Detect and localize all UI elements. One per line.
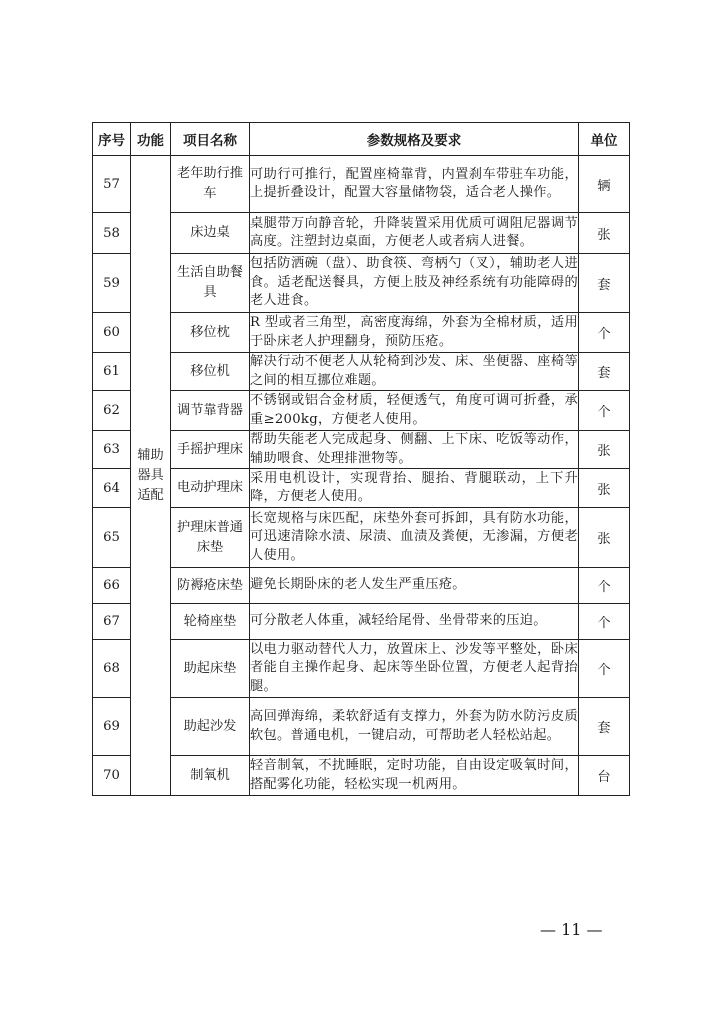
row-requirements: 桌腿带万向静音轮，升降装置采用优质可调阻尼器调节高度。注塑封边桌面，方便老人或者病人进餐。 xyxy=(250,213,579,254)
row-item-name: 电动护理床 xyxy=(171,469,250,508)
table-row xyxy=(93,254,630,313)
row-unit: 个 xyxy=(579,640,630,698)
row-item-name: 床边桌 xyxy=(171,213,250,254)
row-no: 57 xyxy=(93,156,131,213)
row-no: 69 xyxy=(93,698,131,756)
row-item-name: 制氧机 xyxy=(171,756,250,796)
table-row xyxy=(93,313,630,353)
row-unit: 张 xyxy=(579,508,630,568)
table-row xyxy=(93,213,630,254)
row-unit: 辆 xyxy=(579,156,630,213)
row-unit: 张 xyxy=(579,469,630,508)
row-requirements: 解决行动不便老人从轮椅到沙发、床、坐便器、座椅等之间的相互挪位难题。 xyxy=(250,353,579,391)
row-requirements: 采用电机设计，实现背抬、腿抬、背腿联动，上下升降，方便老人使用。 xyxy=(250,469,579,508)
row-no: 61 xyxy=(93,353,131,391)
row-item-name: 移位机 xyxy=(171,353,250,391)
header-no: 序号 xyxy=(93,123,131,156)
row-unit: 个 xyxy=(579,313,630,353)
header-item-name: 项目名称 xyxy=(171,123,250,156)
row-no: 59 xyxy=(93,254,131,313)
row-unit: 套 xyxy=(579,254,630,313)
table-header-row xyxy=(93,123,630,156)
row-no: 70 xyxy=(93,756,131,796)
spec-table xyxy=(92,122,630,796)
header-unit: 单位 xyxy=(579,123,630,156)
row-item-name: 护理床普通床垫 xyxy=(171,508,250,568)
row-no: 58 xyxy=(93,213,131,254)
row-requirements: 可分散老人体重，减轻给尾骨、坐骨带来的压迫。 xyxy=(250,604,579,640)
row-unit: 张 xyxy=(579,213,630,254)
row-requirements: 高回弹海绵，柔软舒适有支撑力，外套为防水防污皮质软包。普通电机，一键启动，可帮助老人轻松站起。 xyxy=(250,698,579,756)
row-no: 60 xyxy=(93,313,131,353)
table-row xyxy=(93,756,630,796)
row-unit: 张 xyxy=(579,431,630,469)
row-no: 66 xyxy=(93,568,131,604)
table-row xyxy=(93,698,630,756)
table-row xyxy=(93,604,630,640)
row-no: 64 xyxy=(93,469,131,508)
row-requirements: 包括防洒碗（盘）、助食筷、弯柄勺（叉），辅助老人进食。适老配送餐具，方便上肢及神经系统有功能障碍的老人进食。 xyxy=(250,254,579,313)
row-item-name: 调节靠背器 xyxy=(171,391,250,431)
row-no: 63 xyxy=(93,431,131,469)
page-number: — 11 — xyxy=(540,920,603,939)
table-row xyxy=(93,353,630,391)
row-unit: 个 xyxy=(579,391,630,431)
table-row xyxy=(93,391,630,431)
header-function: 功能 xyxy=(131,123,171,156)
table-row xyxy=(93,568,630,604)
row-item-name: 手摇护理床 xyxy=(171,431,250,469)
row-requirements: 避免长期卧床的老人发生严重压疮。 xyxy=(250,568,579,604)
row-no: 68 xyxy=(93,640,131,698)
row-no: 67 xyxy=(93,604,131,640)
row-item-name: 助起沙发 xyxy=(171,698,250,756)
row-no: 62 xyxy=(93,391,131,431)
table-row xyxy=(93,508,630,568)
table-row xyxy=(93,469,630,508)
row-unit: 个 xyxy=(579,568,630,604)
header-requirements: 参数规格及要求 xyxy=(250,123,579,156)
row-item-name: 生活自助餐具 xyxy=(171,254,250,313)
row-item-name: 助起床垫 xyxy=(171,640,250,698)
row-unit: 个 xyxy=(579,604,630,640)
row-requirements: 可助行可推行，配置座椅靠背，内置刹车带驻车功能，上提折叠设计，配置大容量储物袋，适合老人操作。 xyxy=(250,156,579,213)
row-unit: 套 xyxy=(579,698,630,756)
row-unit: 套 xyxy=(579,353,630,391)
function-group-cell xyxy=(131,156,171,796)
row-item-name: 防褥疮床垫 xyxy=(171,568,250,604)
row-requirements: 不锈钢或铝合金材质，轻便透气，角度可调可折叠，承重≥200kg，方便老人使用。 xyxy=(250,391,579,431)
table-row xyxy=(93,431,630,469)
row-no: 65 xyxy=(93,508,131,568)
row-unit: 台 xyxy=(579,756,630,796)
row-item-name: 移位枕 xyxy=(171,313,250,353)
row-requirements: R 型或者三角型，高密度海绵，外套为全棉材质，适用于卧床老人护理翻身，预防压疮。 xyxy=(250,313,579,353)
function-group-label: 辅助器具适配 xyxy=(137,447,164,503)
table-row xyxy=(93,640,630,698)
row-requirements: 以电力驱动替代人力，放置床上、沙发等平整处，卧床者能自主操作起身、起床等坐卧位置，方便老人起背抬腿。 xyxy=(250,640,579,698)
row-item-name: 老年助行推车 xyxy=(171,156,250,213)
row-requirements: 帮助失能老人完成起身、侧翻、上下床、吃饭等动作，辅助喂食、处理排泄物等。 xyxy=(250,431,579,469)
row-requirements: 轻音制氧，不扰睡眠，定时功能，自由设定吸氧时间，搭配雾化功能，轻松实现一机两用。 xyxy=(250,756,579,796)
row-requirements: 长宽规格与床匹配，床垫外套可拆卸，具有防水功能，可迅速清除水渍、尿渍、血渍及粪便，无渗漏，方便老人使用。 xyxy=(250,508,579,568)
table-row xyxy=(93,156,630,213)
row-item-name: 轮椅座垫 xyxy=(171,604,250,640)
